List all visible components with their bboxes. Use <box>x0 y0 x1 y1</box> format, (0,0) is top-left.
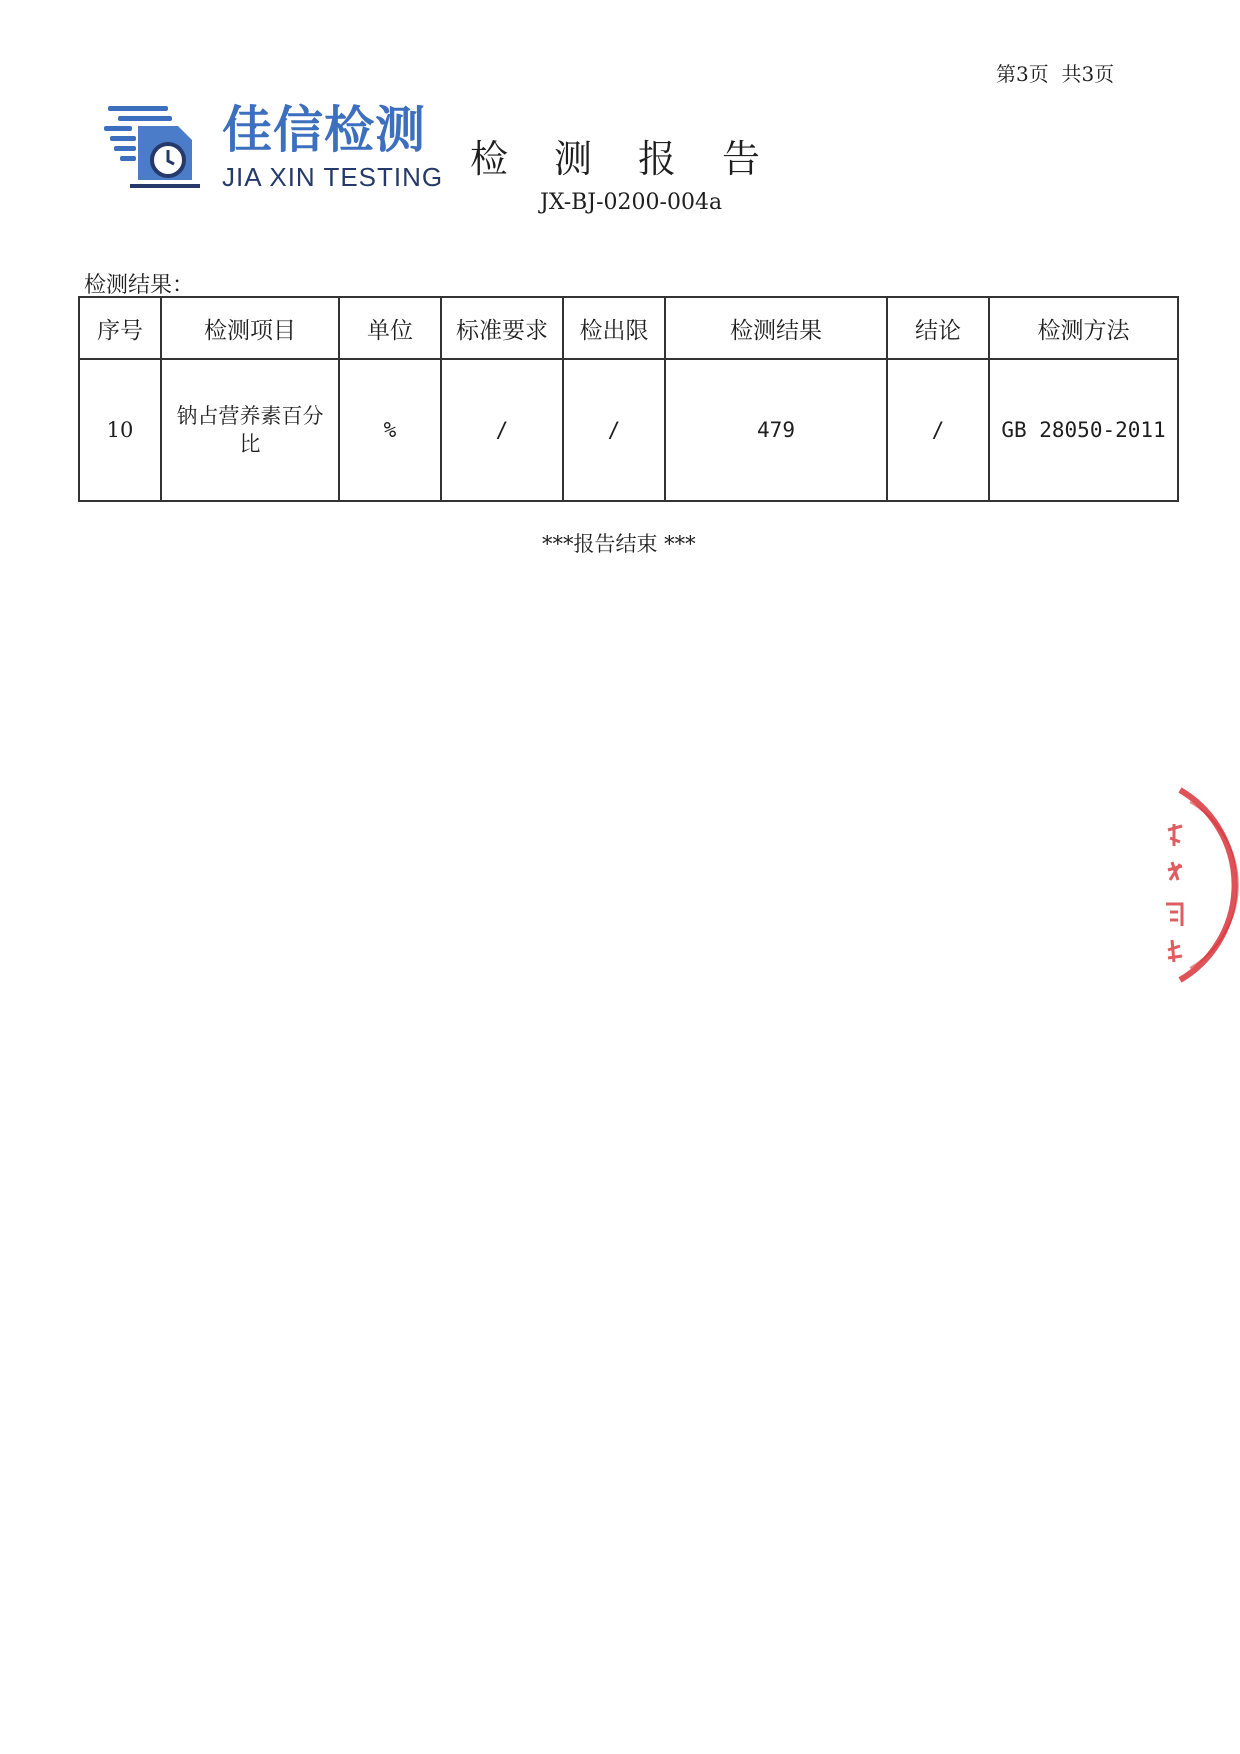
header-no: 序号 <box>79 297 161 359</box>
header-conclusion: 结论 <box>887 297 989 359</box>
cell-method: GB 28050-2011 <box>989 359 1178 501</box>
header-unit: 单位 <box>339 297 441 359</box>
header-item: 检测项目 <box>161 297 339 359</box>
cell-conclusion: / <box>887 359 989 501</box>
cell-result: 479 <box>665 359 887 501</box>
logo-name-cn: 佳信检测 <box>222 101 426 159</box>
header-detection-limit: 检出限 <box>563 297 665 359</box>
company-logo <box>104 100 454 195</box>
cell-detection-limit: / <box>563 359 665 501</box>
results-table <box>78 296 1179 502</box>
header-result: 检测结果 <box>665 297 887 359</box>
header-method: 检测方法 <box>989 297 1178 359</box>
table-row <box>79 359 1178 501</box>
header-standard: 标准要求 <box>441 297 563 359</box>
report-end-mark: ***报告结束 *** <box>542 532 696 556</box>
report-title: 检测报告 <box>470 137 807 181</box>
report-code: JX-BJ-0200-004a <box>540 190 723 215</box>
logo-name-en: JIA XIN TESTING <box>222 162 444 192</box>
table-header-row <box>79 297 1178 359</box>
cell-standard: / <box>441 359 563 501</box>
company-seal-icon <box>1160 780 1240 1000</box>
section-label: 检测结果： <box>84 273 195 298</box>
testing-clock-icon <box>104 100 216 190</box>
cell-item: 钠占营养素百分比 <box>161 359 339 501</box>
page-number: 第3页 共3页 <box>996 62 1115 86</box>
cell-unit: % <box>339 359 441 501</box>
cell-no: 10 <box>79 359 161 501</box>
